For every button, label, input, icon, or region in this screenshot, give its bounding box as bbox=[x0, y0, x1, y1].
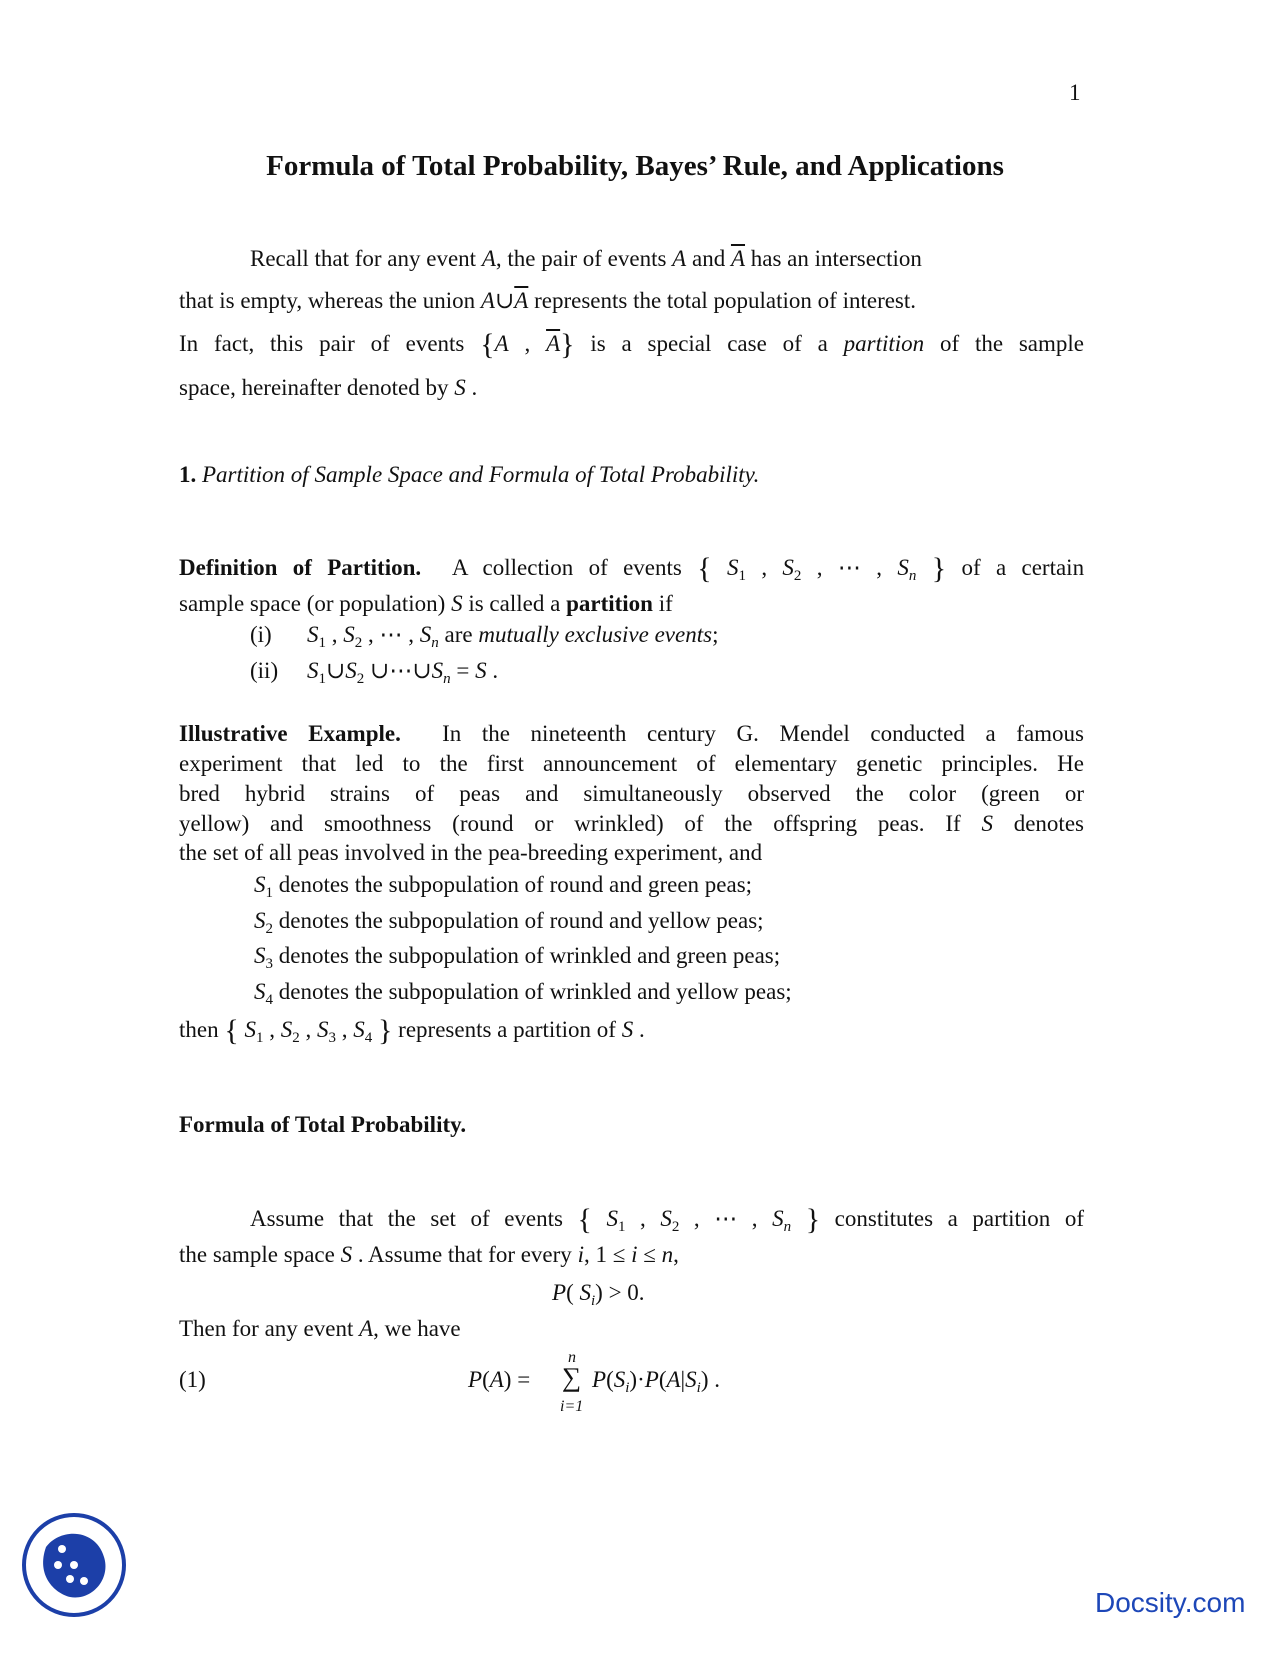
example-line-2: experiment that led to the first announcement of elementary genetic principles. He bbox=[179, 751, 1084, 776]
formula-heading: Formula of Total Probability. bbox=[179, 1112, 467, 1137]
section-1-heading: 1. Partition of Sample Space and Formula of Total Probability. bbox=[179, 462, 760, 487]
example-line-4: yellow) and smoothness (round or wrinkled) of the offspring peas. If S denotes bbox=[179, 811, 1084, 836]
then-line: Then for any event A, we have bbox=[179, 1316, 461, 1341]
definition-item-1-text: $S_1$ , $S_2$ , ⋯ , $S_n$ are mutually exclusive events; bbox=[307, 622, 719, 651]
docsity-watermark[interactable]: Docsity.com bbox=[1095, 1587, 1246, 1618]
example-item-s1: $S_1$ denotes the subpopulation of round and green peas; bbox=[254, 872, 753, 901]
equation-number: (1) bbox=[179, 1367, 206, 1392]
page-number: 1 bbox=[1069, 80, 1081, 105]
equation-lhs: P(A) = bbox=[468, 1367, 531, 1392]
example-conclusion: then { $S_1$ , $S_2$ , $S_3$ , $S_4$ } represents a partition of S . bbox=[179, 1014, 645, 1047]
formula-line-2: the sample space S . Assume that for every i, 1 ≤ i ≤ n, bbox=[179, 1242, 679, 1267]
intro-line-4: space, hereinafter denoted by S . bbox=[179, 375, 478, 400]
example-item-s3: $S_3$ denotes the subpopulation of wrinkled and green peas; bbox=[254, 943, 781, 972]
definition-item-2: (ii) bbox=[250, 658, 279, 683]
sum-symbol: ∑ bbox=[562, 1362, 582, 1392]
example-item-s2: $S_2$ denotes the subpopulation of round and yellow peas; bbox=[254, 908, 764, 937]
example-line-3: bred hybrid strains of peas and simultaneously observed the color (green or bbox=[179, 781, 1084, 806]
definition-item-2-text: $S_1\cup S_2$ $\cup\cdots\cup S_n = S$ . bbox=[307, 658, 499, 687]
definition-item-1: (i) bbox=[250, 622, 272, 647]
docsity-logo bbox=[22, 1513, 126, 1617]
sum-lower-limit: i=1 bbox=[560, 1398, 584, 1415]
document-title: Formula of Total Probability, Bayes’ Rule, and Applications bbox=[266, 150, 1004, 182]
example-line-1: Illustrative Example. In the nineteenth century G. Mendel conducted a famous bbox=[179, 721, 1085, 746]
definition-line-2: sample space (or population) S is called a partition if bbox=[179, 591, 673, 616]
formula-line-1: Assume that the set of events { $S_1$ , $S_2$ , ⋯ , $S_n$ } constitutes a partition of bbox=[250, 1203, 1085, 1236]
intro-line-1: Recall that for any event A, the pair of events A and $\overline{A}$ has an intersection bbox=[250, 246, 922, 271]
docsity-logo-mark-icon bbox=[26, 1517, 122, 1613]
example-item-s4: $S_4$ denotes the subpopulation of wrinkled and yellow peas; bbox=[254, 979, 792, 1008]
example-line-5: the set of all peas involved in the pea-breeding experiment, and bbox=[179, 840, 763, 865]
equation-rhs: $P(S_i)\cdot P(A|S_i)$ . bbox=[592, 1367, 720, 1396]
definition-line-1: Definition of Partition. A collection of events { $S_1$ , $S_2$ , ⋯ , $S_n$ } of a certain bbox=[179, 552, 1085, 585]
intro-line-2: that is empty, whereas the union $A\cup\overline{A}$ represents the total population of interest. bbox=[179, 288, 917, 313]
intro-line-3: In fact, this pair of events {A , $\overline{A}$} is a special case of a partition of the sample bbox=[179, 328, 1085, 361]
positivity-condition: P( $S_i) > 0$. bbox=[552, 1280, 645, 1309]
sum-upper-limit: n bbox=[568, 1349, 576, 1366]
